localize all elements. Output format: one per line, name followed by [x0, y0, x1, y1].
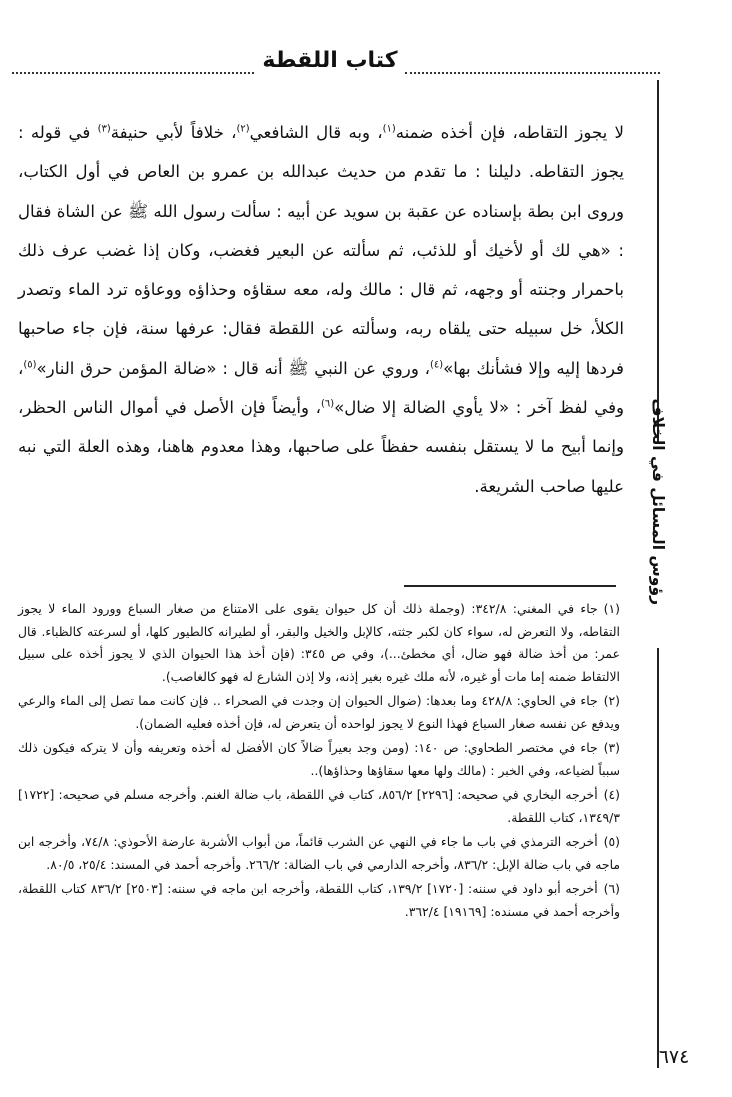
footnote-ref-3[interactable]: (٣) — [97, 123, 111, 135]
footnote-number: (٣) — [603, 740, 621, 755]
header-dotted-rule-right — [405, 72, 660, 74]
footnote-separator — [404, 585, 616, 587]
text-segment: ، وروي عن النبي ﷺ أنه قال : «ضالة المؤمن حرق النار» — [36, 358, 430, 378]
footnote-text: جاء في المغني: ٣٤٢/٨: (وجملة ذلك أن كل حيوان يقوى على الامتناع من صغار السباع وورود الماء لا يجوز التقاطه، ولا التعرض له، سواء كان لكبر جثته، كالإبل والخيل والبقر، أو لطيرانه كالطيور كلها، أو لسرعته كالظباء. قال عمر: من أخذ ضالة فهو ضال، أي مخطئ...)، وفي ص ٣٤٥: (فإن أخذ هذا الحيوان الذي لا يجوز أخذه على سبيل الالتقاط ضمنه إما مات أو غيره، لأنه ملك غيره بغير إذنه، ولا إذن الشارع له فهو كالغاصب). — [18, 601, 620, 684]
text-segment: ، وأيضاً فإن الأصل في أموال الناس الحظر، وإنما أبيح ما لا يستقل بنفسه حفظاً على صاحبها، وهذا معدوم هاهنا، وهذه العلة التي نبه عليها صاحب الشريعة. — [18, 398, 624, 496]
footnote-text: أخرجه الترمذي في باب ما جاء في النهي عن الشرب قائماً، من أبواب الأشربة عارضة الأحوذي: ٧٤/٨، وأخرجه ابن ماجه في باب ضالة الإبل: ٨٣٦/٢، وأخرجه الدارمي في باب الضالة: ٢٦٦/٢. وأخرجه أحمد في المسند: ٢٥/٤، ٨٠/٥. — [18, 834, 620, 872]
footnote-text: أخرجه أبو داود في سننه: [١٧٢٠] ١٣٩/٢، كتاب اللقطة، وأخرجه ابن ماجه في سننه: [٢٥٠٣] ٨٣٦/٢ كتاب اللقطة، وأخرجه أحمد في مسنده: [١٩١٦٩] ٣٦٢/٤. — [18, 881, 620, 919]
footnote-number: (٥) — [603, 834, 620, 849]
text-segment: ، وبه قال الشافعي — [249, 123, 383, 142]
side-rule-top — [657, 80, 659, 442]
page-number: ٦٧٤ — [658, 1046, 690, 1068]
footnotes — [18, 598, 620, 925]
side-rule-bottom — [657, 648, 659, 1068]
running-header-title: كتاب اللقطة — [262, 48, 398, 73]
text-segment: في قوله : يجوز التقاطه. دليلنا : ما تقدم من حديث عبدالله بن عمرو بن العاص في أول الكتاب، وروى ابن بطة بإسناده عن عقبة بن سويد عن أبيه : سألت رسول الله ﷺ عن الشاة فقال : «هي لك أو لأخيك أو للذئب، ثم سألته عن البعير فغضب، وكان إذا غضب عرف ذلك باحمرار وجنته أو وجهه، ثم قال : مالك وله، معه سقاؤه وحذاؤه ووعاؤه ترد الماء وتصدر الكلأ، خل سبيله حتى يلقاه ربه، وسألته عن اللقطة فقال: عرفها سنة، فإن جاء صاحبها فردها إليه وإلا فشأنك بها» — [18, 123, 624, 378]
main-paragraph — [18, 113, 624, 506]
text-segment: ، خلافاً لأبي حنيفة — [110, 123, 237, 142]
footnote-number: (١) — [603, 601, 620, 616]
footnote-2 — [18, 690, 620, 735]
side-book-title: رؤوس المسائل في الخلاف — [649, 398, 667, 605]
header-dotted-rule-left — [12, 72, 254, 74]
text-segment: ، وفي لفظ آخر : «لا يأوي الضالة إلا ضال» — [18, 358, 625, 418]
text-segment: لا يجوز التقاطه، فإن أخذه ضمنه — [395, 123, 624, 142]
footnote-ref-4[interactable]: (٤) — [429, 359, 444, 371]
footnote-ref-6[interactable]: (٦) — [320, 398, 335, 410]
footnote-ref-2[interactable]: (٢) — [236, 123, 250, 135]
footnote-1 — [18, 598, 620, 688]
footnote-5 — [18, 831, 620, 876]
footnote-ref-5[interactable]: (٥) — [23, 359, 37, 371]
footnote-number: (٦) — [603, 881, 620, 896]
footnote-ref-1[interactable]: (١) — [382, 123, 396, 135]
footnote-6 — [18, 878, 620, 923]
footnote-number: (٢) — [603, 693, 620, 708]
footnote-text: جاء في مختصر الطحاوي: ص ١٤٠: (ومن وجد بعيراً ضالاً كان الأفضل له أخذه وتعريفه وأن لا يتركه فيكون ذلك سبباً لضياعه، وفي الخبر : (مالك ولها معها سقاؤها وحذاؤها).. — [18, 740, 620, 778]
footnote-text: جاء في الحاوي: ٤٢٨/٨ وما بعدها: (ضوال الحيوان إن وجدت في الصحراء .. فإن كانت مما تصل إلى الماء والرعي ويدفع عن نفسه صغار السباع فهذا النوع لا يجوز لواحده أن يتعرض له، فإن أخذه فعليه الضمان). — [18, 693, 620, 731]
footnote-3 — [18, 737, 620, 782]
main-text — [18, 113, 624, 506]
footnote-text: أخرجه البخاري في صحيحه: [٢٢٩٦] ٨٥٦/٢، كتاب في اللقطة، باب ضالة الغنم. وأخرجه مسلم في صحيحه: [١٧٢٢] ١٣٤٩/٣، كتاب اللقطة. — [18, 787, 620, 825]
footnote-number: (٤) — [603, 787, 620, 802]
footnote-4 — [18, 784, 620, 829]
